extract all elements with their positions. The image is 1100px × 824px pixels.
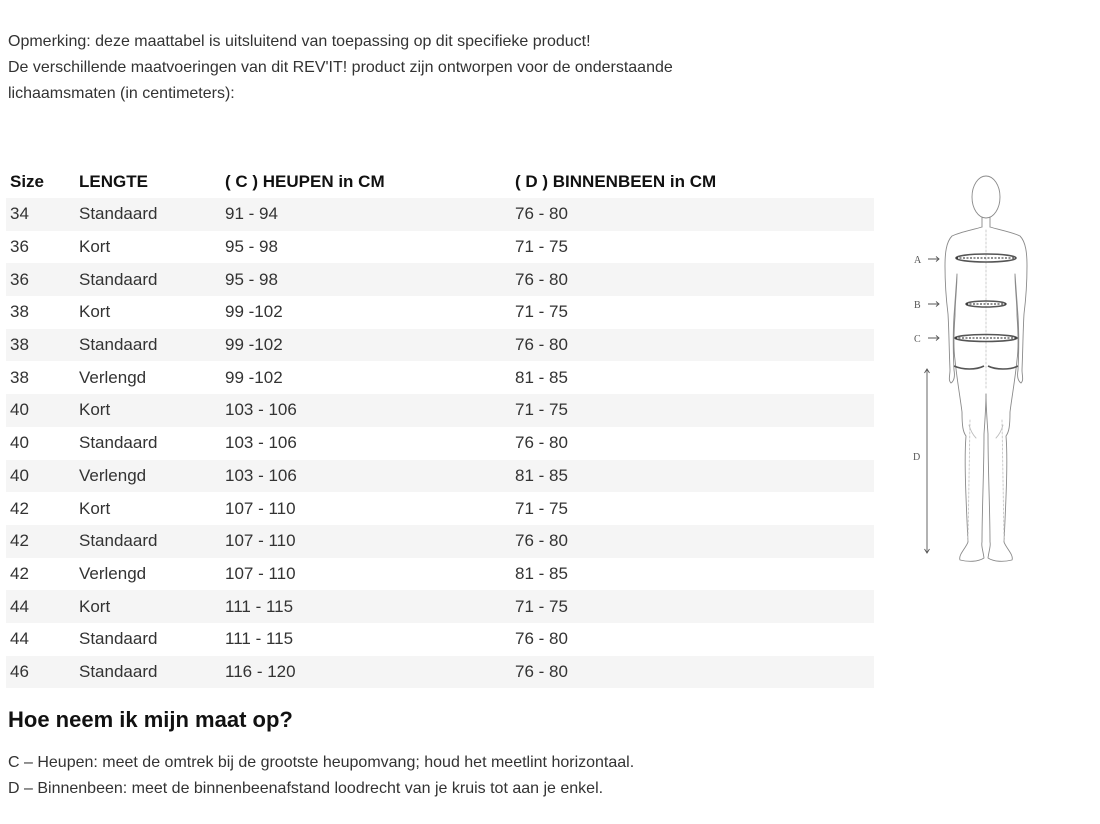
cell-inseam: 71 - 75 — [511, 231, 874, 264]
cell-inseam: 71 - 75 — [511, 492, 874, 525]
cell-length: Standaard — [75, 198, 221, 231]
howto-line-hips: C – Heupen: meet de omtrek bij de grootste heupomvang; houd het meetlint horizontaal. — [8, 754, 635, 771]
cell-length: Kort — [75, 590, 221, 623]
table-row — [6, 361, 874, 394]
howto-instructions — [8, 750, 908, 802]
cell-length: Verlengd — [75, 361, 221, 394]
cell-length: Standaard — [75, 623, 221, 656]
body-figure-illustration — [908, 170, 1032, 570]
cell-size: 36 — [6, 231, 75, 264]
cell-hips: 111 - 115 — [221, 623, 511, 656]
cell-length: Standaard — [75, 427, 221, 460]
cell-size: 40 — [6, 394, 75, 427]
cell-inseam: 76 - 80 — [511, 198, 874, 231]
cell-size: 46 — [6, 656, 75, 689]
table-row — [6, 296, 874, 329]
table-row — [6, 656, 874, 689]
label-d: D — [913, 452, 921, 463]
cell-size: 40 — [6, 427, 75, 460]
cell-length: Verlengd — [75, 460, 221, 493]
cell-inseam: 71 - 75 — [511, 590, 874, 623]
table-row — [6, 558, 874, 591]
cell-size: 44 — [6, 623, 75, 656]
size-table — [6, 165, 874, 688]
cell-size: 38 — [6, 361, 75, 394]
intro-line-2: De verschillende maatvoeringen van dit REV'IT! product zijn ontworpen voor de onderstaande — [8, 59, 673, 76]
header-inseam: ( D ) BINNENBEEN in CM — [515, 171, 717, 191]
table-row — [6, 427, 874, 460]
cell-hips: 99 -102 — [221, 361, 511, 394]
cell-hips: 116 - 120 — [221, 656, 511, 689]
cell-hips: 91 - 94 — [221, 198, 511, 231]
cell-length: Standaard — [75, 329, 221, 362]
cell-hips: 99 -102 — [221, 296, 511, 329]
label-b: B — [914, 300, 921, 311]
cell-inseam: 81 - 85 — [511, 460, 874, 493]
intro-line-1: Opmerking: deze maattabel is uitsluitend van toepassing op dit specifieke product! — [8, 33, 591, 50]
body-outline — [945, 176, 1027, 561]
cell-hips: 107 - 110 — [221, 558, 511, 591]
cell-size: 36 — [6, 263, 75, 296]
table-header-row — [6, 165, 874, 198]
label-arrows — [925, 257, 940, 554]
table-row — [6, 263, 874, 296]
cell-inseam: 81 - 85 — [511, 558, 874, 591]
cell-hips: 95 - 98 — [221, 231, 511, 264]
cell-length: Standaard — [75, 263, 221, 296]
cell-size: 42 — [6, 525, 75, 558]
cell-hips: 107 - 110 — [221, 525, 511, 558]
body-measurement-figure — [908, 170, 1032, 570]
header-length: LENGTE — [79, 171, 148, 191]
label-a: A — [914, 255, 922, 266]
cell-hips: 103 - 106 — [221, 460, 511, 493]
cell-hips: 103 - 106 — [221, 394, 511, 427]
cell-length: Kort — [75, 231, 221, 264]
cell-hips: 103 - 106 — [221, 427, 511, 460]
cell-inseam: 76 - 80 — [511, 623, 874, 656]
table-row — [6, 590, 874, 623]
cell-inseam: 76 - 80 — [511, 427, 874, 460]
cell-hips: 107 - 110 — [221, 492, 511, 525]
header-size: Size — [10, 171, 45, 191]
cell-inseam: 76 - 80 — [511, 656, 874, 689]
table-row — [6, 329, 874, 362]
cell-size: 42 — [6, 492, 75, 525]
cell-length: Verlengd — [75, 558, 221, 591]
cell-size: 44 — [6, 590, 75, 623]
cell-inseam: 81 - 85 — [511, 361, 874, 394]
cell-size: 34 — [6, 198, 75, 231]
cell-length: Standaard — [75, 525, 221, 558]
cell-inseam: 76 - 80 — [511, 329, 874, 362]
cell-inseam: 76 - 80 — [511, 263, 874, 296]
table-row — [6, 525, 874, 558]
cell-inseam: 71 - 75 — [511, 394, 874, 427]
cell-inseam: 76 - 80 — [511, 525, 874, 558]
cell-size: 42 — [6, 558, 75, 591]
cell-size: 40 — [6, 460, 75, 493]
cell-hips: 95 - 98 — [221, 263, 511, 296]
table-row — [6, 231, 874, 264]
cell-size: 38 — [6, 296, 75, 329]
table-row — [6, 460, 874, 493]
table-row — [6, 623, 874, 656]
table-row — [6, 492, 874, 525]
cell-length: Standaard — [75, 656, 221, 689]
table-row — [6, 198, 874, 231]
cell-inseam: 71 - 75 — [511, 296, 874, 329]
cell-size: 38 — [6, 329, 75, 362]
cell-length: Kort — [75, 296, 221, 329]
table-row — [6, 394, 874, 427]
intro-line-3: lichaamsmaten (in centimeters): — [8, 85, 235, 102]
header-hips: ( C ) HEUPEN in CM — [225, 171, 385, 191]
label-c: C — [914, 334, 921, 345]
howto-line-inseam: D – Binnenbeen: meet de binnenbeenafstand loodrecht van je kruis tot aan je enkel. — [8, 780, 604, 797]
howto-title: Hoe neem ik mijn maat op? — [8, 707, 293, 732]
cell-length: Kort — [75, 492, 221, 525]
cell-length: Kort — [75, 394, 221, 427]
cell-hips: 111 - 115 — [221, 590, 511, 623]
cell-hips: 99 -102 — [221, 329, 511, 362]
intro-text — [8, 29, 828, 107]
